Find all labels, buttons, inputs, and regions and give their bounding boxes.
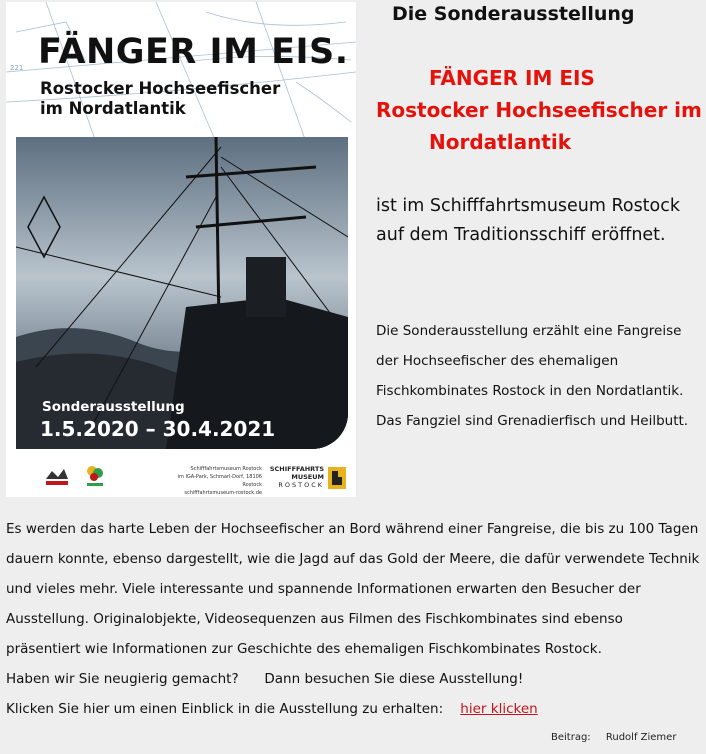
iga-park-logo-icon <box>84 463 106 491</box>
address-line: schifffahrtsmuseum-rostock.de <box>184 490 262 496</box>
museum-address <box>162 465 262 497</box>
exhibition-poster <box>6 2 356 497</box>
summary-line: Die Sonderausstellung erzählt eine Fangreise <box>376 323 682 339</box>
address-line: Schifffahrtsmuseum Rostock <box>190 466 262 472</box>
red-title-line: Rostocker Hochseefischer im <box>376 98 702 122</box>
summary-line: Fischkombinates Rostock in den Nordatlantik. <box>376 383 684 399</box>
partner-logo-icon <box>42 465 72 493</box>
body-paragraph <box>6 514 706 724</box>
summary-line: Das Fangziel sind Grenadierfisch und Heilbutt. <box>376 413 689 429</box>
link-prefix: Klicken Sie hier um einen Einblick in die Ausstellung zu erhalten: <box>6 701 444 717</box>
museum-logo <box>268 465 348 489</box>
address-line: im IGA-Park, Schmarl-Dorf, 18106 Rostock <box>177 474 262 488</box>
poster-subtitle-line: im Nordatlantik <box>40 99 186 118</box>
poster-subtitle <box>40 79 290 119</box>
page-heading: Die Sonderausstellung <box>392 3 635 25</box>
red-title-line: Nordatlantik <box>429 130 572 154</box>
credit-author: Rudolf Ziemer <box>605 732 677 743</box>
body-line: dauern konnte, ebenso dargestellt, wie die Jagd auf das Gold der Meere, die dafür verwendete Technik <box>6 551 700 567</box>
summary-line: der Hochseefischer des ehemaligen <box>376 353 619 369</box>
poster-dates: 1.5.2020 – 30.4.2021 <box>40 417 276 441</box>
summary-text <box>376 316 706 436</box>
body-line: Es werden das harte Leben der Hochseefischer an Bord während einer Fangreise, die bis zu 100 Tagen <box>6 521 699 537</box>
body-line: präsentiert wie Informationen zur Geschichte des ehemaligen Fischkombinates Rostock. <box>6 641 602 657</box>
poster-subtitle-line: Rostocker Hochseefischer <box>40 79 281 98</box>
museum-logo-line: ROSTOCK <box>278 481 324 489</box>
author-credit <box>551 732 676 743</box>
svg-text:221: 221 <box>10 64 24 72</box>
intro-line: auf dem Traditionsschiff eröffnet. <box>376 225 666 245</box>
museum-logo-line: SCHIFFFAHRTS <box>269 465 324 473</box>
intro-text <box>376 192 706 250</box>
museum-mark-icon <box>328 467 346 489</box>
poster-footer <box>6 457 356 497</box>
museum-logo-line: MUSEUM <box>291 473 324 481</box>
credit-label: Beitrag: <box>551 732 591 743</box>
hier-klicken-link[interactable]: hier klicken <box>460 701 538 717</box>
link-line <box>6 694 706 724</box>
red-title-line: FÄNGER IM EIS <box>429 66 595 90</box>
body-line: Haben wir Sie neugierig gemacht? Dann besuchen Sie diese Ausstellung! <box>6 671 524 687</box>
poster-title: FÄNGER IM EIS. <box>38 32 349 72</box>
ship-sketch-graphic <box>6 2 356 142</box>
body-line: Ausstellung. Originalobjekte, Videosequenzen aus Filmen des Fischkombinates sind ebenso <box>6 611 623 627</box>
body-line: und vieles mehr. Viele interessante und spannende Informationen erwarten den Besucher der <box>6 581 641 597</box>
intro-line: ist im Schifffahrtsmuseum Rostock <box>376 196 681 216</box>
poster-label: Sonderausstellung <box>42 399 185 415</box>
